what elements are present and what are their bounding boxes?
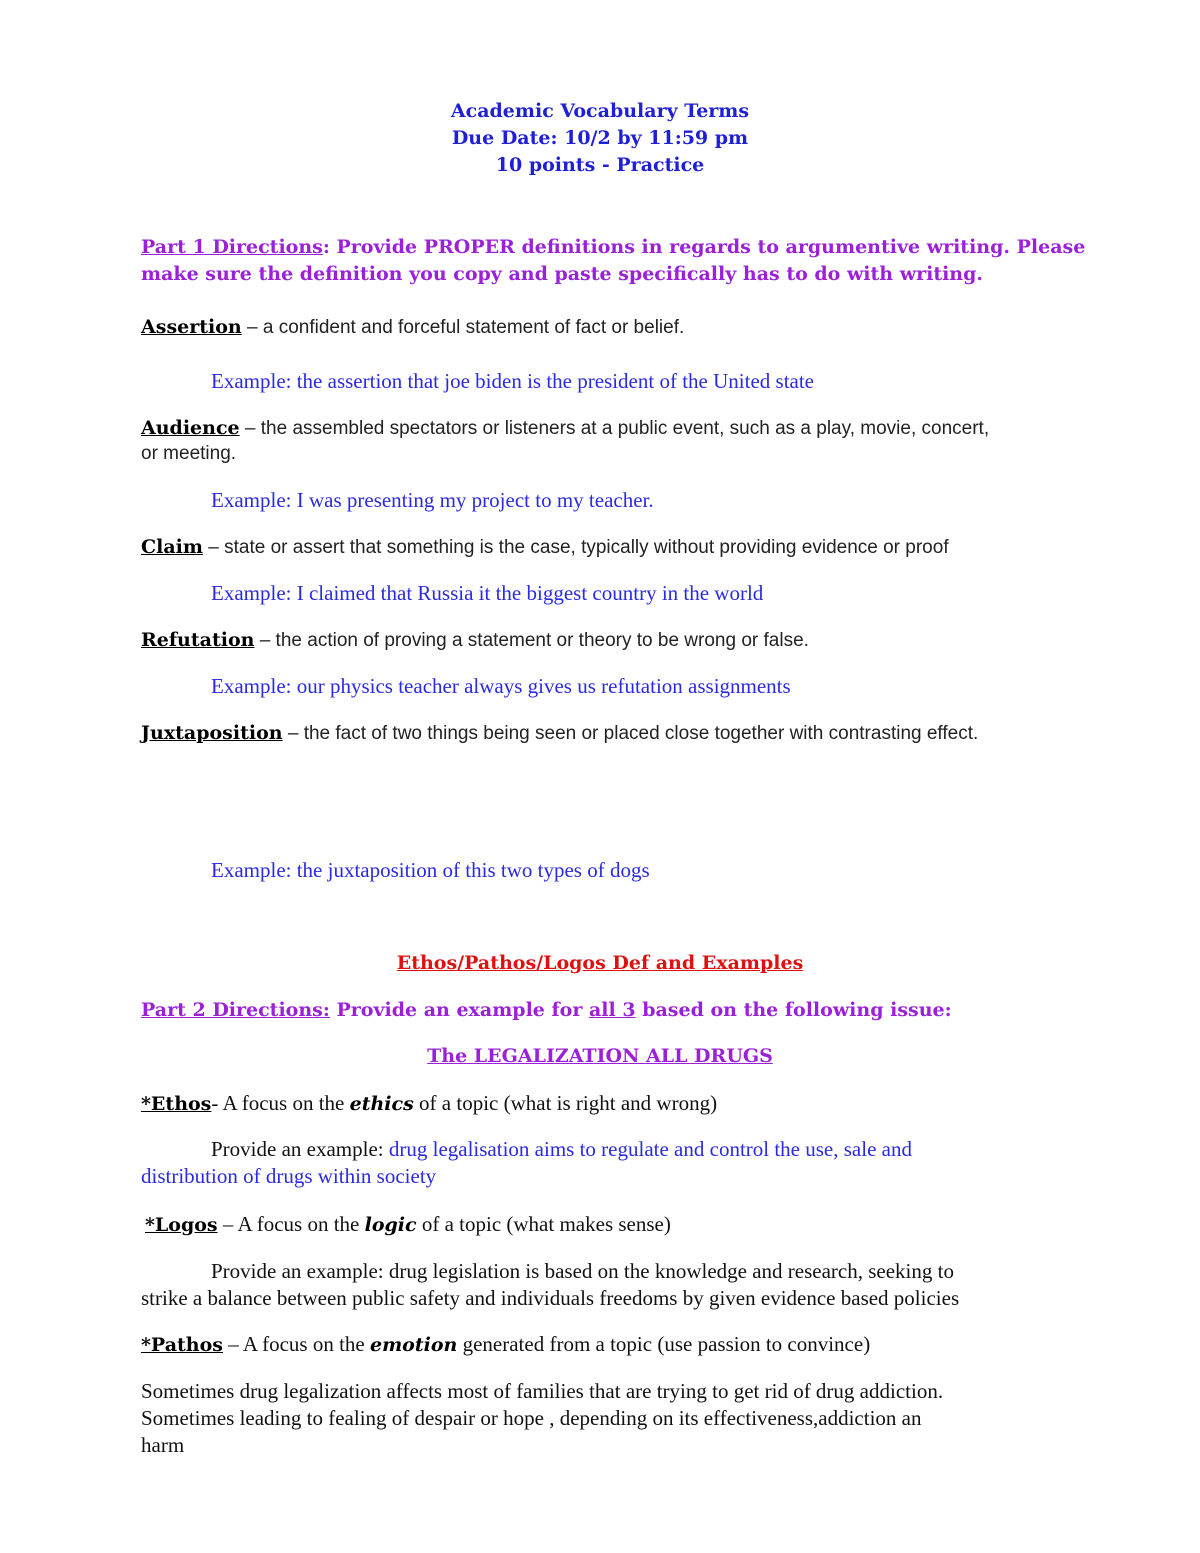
part1-directions-line1: Part 1 Directions: Provide PROPER definitions in regards to argumentive writing. Please <box>141 236 1086 258</box>
term-definition-cont: or meeting. <box>141 443 237 464</box>
pathos-example-line1: Sometimes drug legalization affects most of families that are trying to get rid of drug addiction. <box>141 1379 944 1403</box>
ethos-example-line2: distribution of drugs within society <box>141 1164 437 1188</box>
term-label: Refutation <box>141 629 255 651</box>
term-definition: – the fact of two things being seen or placed close together with contrasting effect. <box>282 723 979 744</box>
pathos-definition: *Pathos – A focus on the emotion generated from a topic (use passion to convince) <box>141 1332 871 1356</box>
logos-definition: *Logos – A focus on the logic of a topic (what makes sense) <box>145 1212 671 1236</box>
points-label: 10 points - Practice <box>495 154 705 176</box>
part2-directions: Part 2 Directions: Provide an example for all 3 based on the following issue: <box>141 999 952 1021</box>
term-example: Example: our physics teacher always gives us refutation assignments <box>211 674 791 698</box>
part1-label: Part 1 Directions <box>141 236 323 258</box>
term-juxtaposition <box>141 722 978 745</box>
pathos-example-line2: Sometimes leading to fealing of despair or hope , depending on its effectiveness,addiction an <box>141 1406 922 1430</box>
section2-heading: Ethos/Pathos/Logos Def and Examples <box>396 952 804 974</box>
ethos-definition: *Ethos- A focus on the ethics of a topic (what is right and wrong) <box>141 1091 718 1115</box>
term-example: Example: the juxtaposition of this two types of dogs <box>211 858 650 882</box>
ethos-keyword: ethics <box>349 1093 414 1115</box>
due-date: Due Date: 10/2 by 11:59 pm <box>451 127 749 149</box>
term-assertion <box>141 316 684 339</box>
part2-label: Part 2 Directions: <box>141 999 330 1021</box>
logos-term: *Logos <box>145 1214 218 1236</box>
pathos-example-line3: harm <box>141 1433 185 1457</box>
part1-directions-line2: make sure the definition you copy and paste specifically has to do with writing. <box>141 263 984 285</box>
logos-keyword: logic <box>364 1214 417 1236</box>
pathos-term: *Pathos <box>141 1334 223 1356</box>
term-audience <box>141 417 989 440</box>
document-title: Academic Vocabulary Terms <box>450 100 750 122</box>
term-refutation <box>141 629 809 652</box>
term-example: Example: I was presenting my project to my teacher. <box>211 488 654 512</box>
term-definition: – a confident and forceful statement of fact or belief. <box>241 317 685 338</box>
term-example: Example: I claimed that Russia it the biggest country in the world <box>211 581 764 605</box>
issue-title: The LEGALIZATION ALL DRUGS <box>427 1045 773 1067</box>
term-definition: – the action of proving a statement or theory to be wrong or false. <box>254 630 809 651</box>
ethos-answer: drug legalisation aims to regulate and control the use, sale and <box>388 1137 912 1161</box>
term-label: Claim <box>141 536 203 558</box>
logos-example-line1: Provide an example: drug legislation is based on the knowledge and research, seeking to <box>211 1259 954 1283</box>
term-label: Audience <box>141 417 240 439</box>
term-example: Example: the assertion that joe biden is the president of the United state <box>211 369 815 393</box>
term-definition: – the assembled spectators or listeners at a public event, such as a play, movie, concert, <box>239 418 990 439</box>
term-definition: – state or assert that something is the case, typically without providing evidence or proof <box>202 537 949 558</box>
term-label: Assertion <box>141 316 242 338</box>
pathos-keyword: emotion <box>369 1334 458 1356</box>
part1-text: Provide PROPER definitions in regards to argumentive writing. Please <box>329 236 1086 258</box>
ethos-term: *Ethos <box>141 1093 212 1115</box>
ethos-example-line1 <box>211 1137 912 1162</box>
ethos-prompt: Provide an example: <box>211 1137 389 1161</box>
term-claim <box>141 536 949 559</box>
term-label: Juxtaposition <box>141 722 283 744</box>
all3-emphasis: all 3 <box>588 999 636 1021</box>
logos-example-line2: strike a balance between public safety and individuals freedoms by given evidence based policies <box>141 1286 960 1310</box>
